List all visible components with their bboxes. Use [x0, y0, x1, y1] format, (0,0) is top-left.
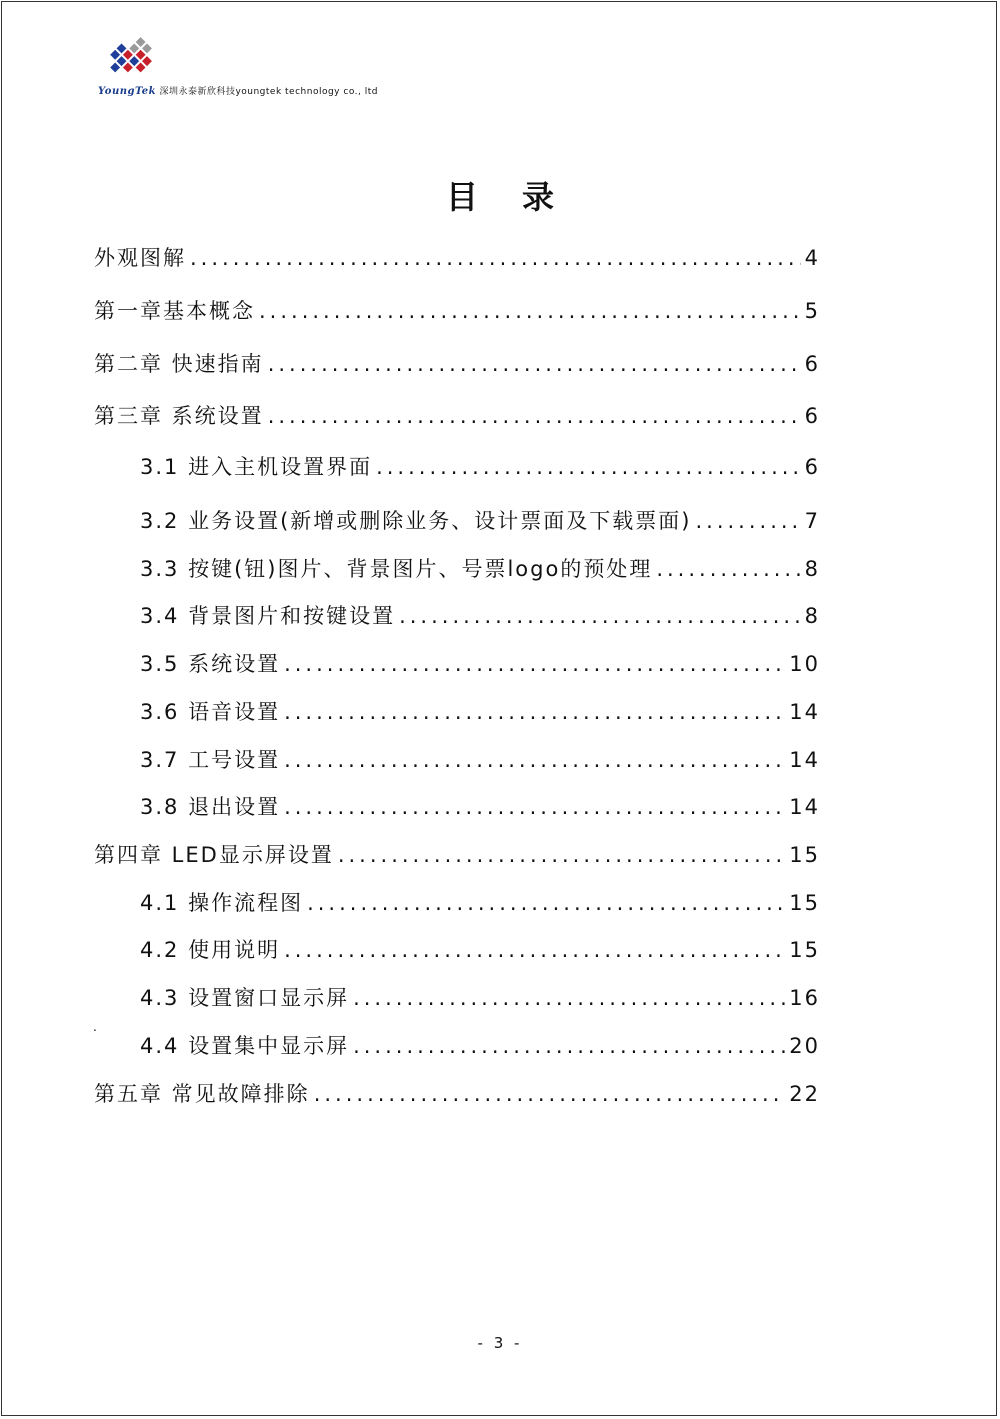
- toc-entry[interactable]: 4.2 使用说明 ..... 15: [140, 936, 820, 964]
- toc-entry[interactable]: 4.4 设置集中显示屏 ..... 20: [140, 1032, 820, 1060]
- toc-entry[interactable]: 第三章 系统设置 ..... 6: [94, 402, 820, 430]
- toc-entry[interactable]: 3.7 工号设置 ..... 14: [140, 746, 820, 774]
- page-title: 目 录: [445, 178, 555, 216]
- toc-entry[interactable]: 4.1 操作流程图 ..... 15: [140, 889, 820, 917]
- toc-entry[interactable]: 3.4 背景图片和按键设置 ..... 8: [140, 602, 820, 630]
- toc-entry[interactable]: 3.8 退出设置 ..... 14: [140, 793, 820, 821]
- toc-entry[interactable]: 3.1 进入主机设置界面 ..... 6: [140, 453, 820, 481]
- page-number: - 3 -: [477, 1334, 523, 1352]
- toc-entry[interactable]: 第一章基本概念 ..... 5: [94, 297, 820, 325]
- toc-entry[interactable]: 3.5 系统设置 ..... 10: [140, 650, 820, 678]
- toc-entry[interactable]: 3.2 业务设置(新增或删除业务、设计票面及下载票面) ..... 7: [140, 507, 820, 535]
- toc-entry[interactable]: 第二章 快速指南 ..... 6: [94, 350, 820, 378]
- company-logo: [100, 34, 160, 84]
- brand-name: YoungTek: [98, 86, 157, 97]
- toc-entry[interactable]: 4.3 设置窗口显示屏 ..... 16: [140, 984, 820, 1012]
- toc-entry[interactable]: 3.6 语音设置 ..... 14: [140, 698, 820, 726]
- toc-entry[interactable]: 第五章 常见故障排除 ..... 22: [94, 1080, 820, 1108]
- company-name: 深圳永泰新欣科技youngtek technology co., ltd: [159, 87, 378, 97]
- toc-entry[interactable]: 3.3 按键(钮)图片、背景图片、号票logo的预处理 ..... 8: [140, 555, 820, 583]
- toc-entry[interactable]: 第四章 LED显示屏设置 ..... 15: [94, 841, 820, 869]
- toc-entry[interactable]: 外观图解 ..... 4: [94, 244, 820, 272]
- stray-mark: .: [93, 1020, 97, 1034]
